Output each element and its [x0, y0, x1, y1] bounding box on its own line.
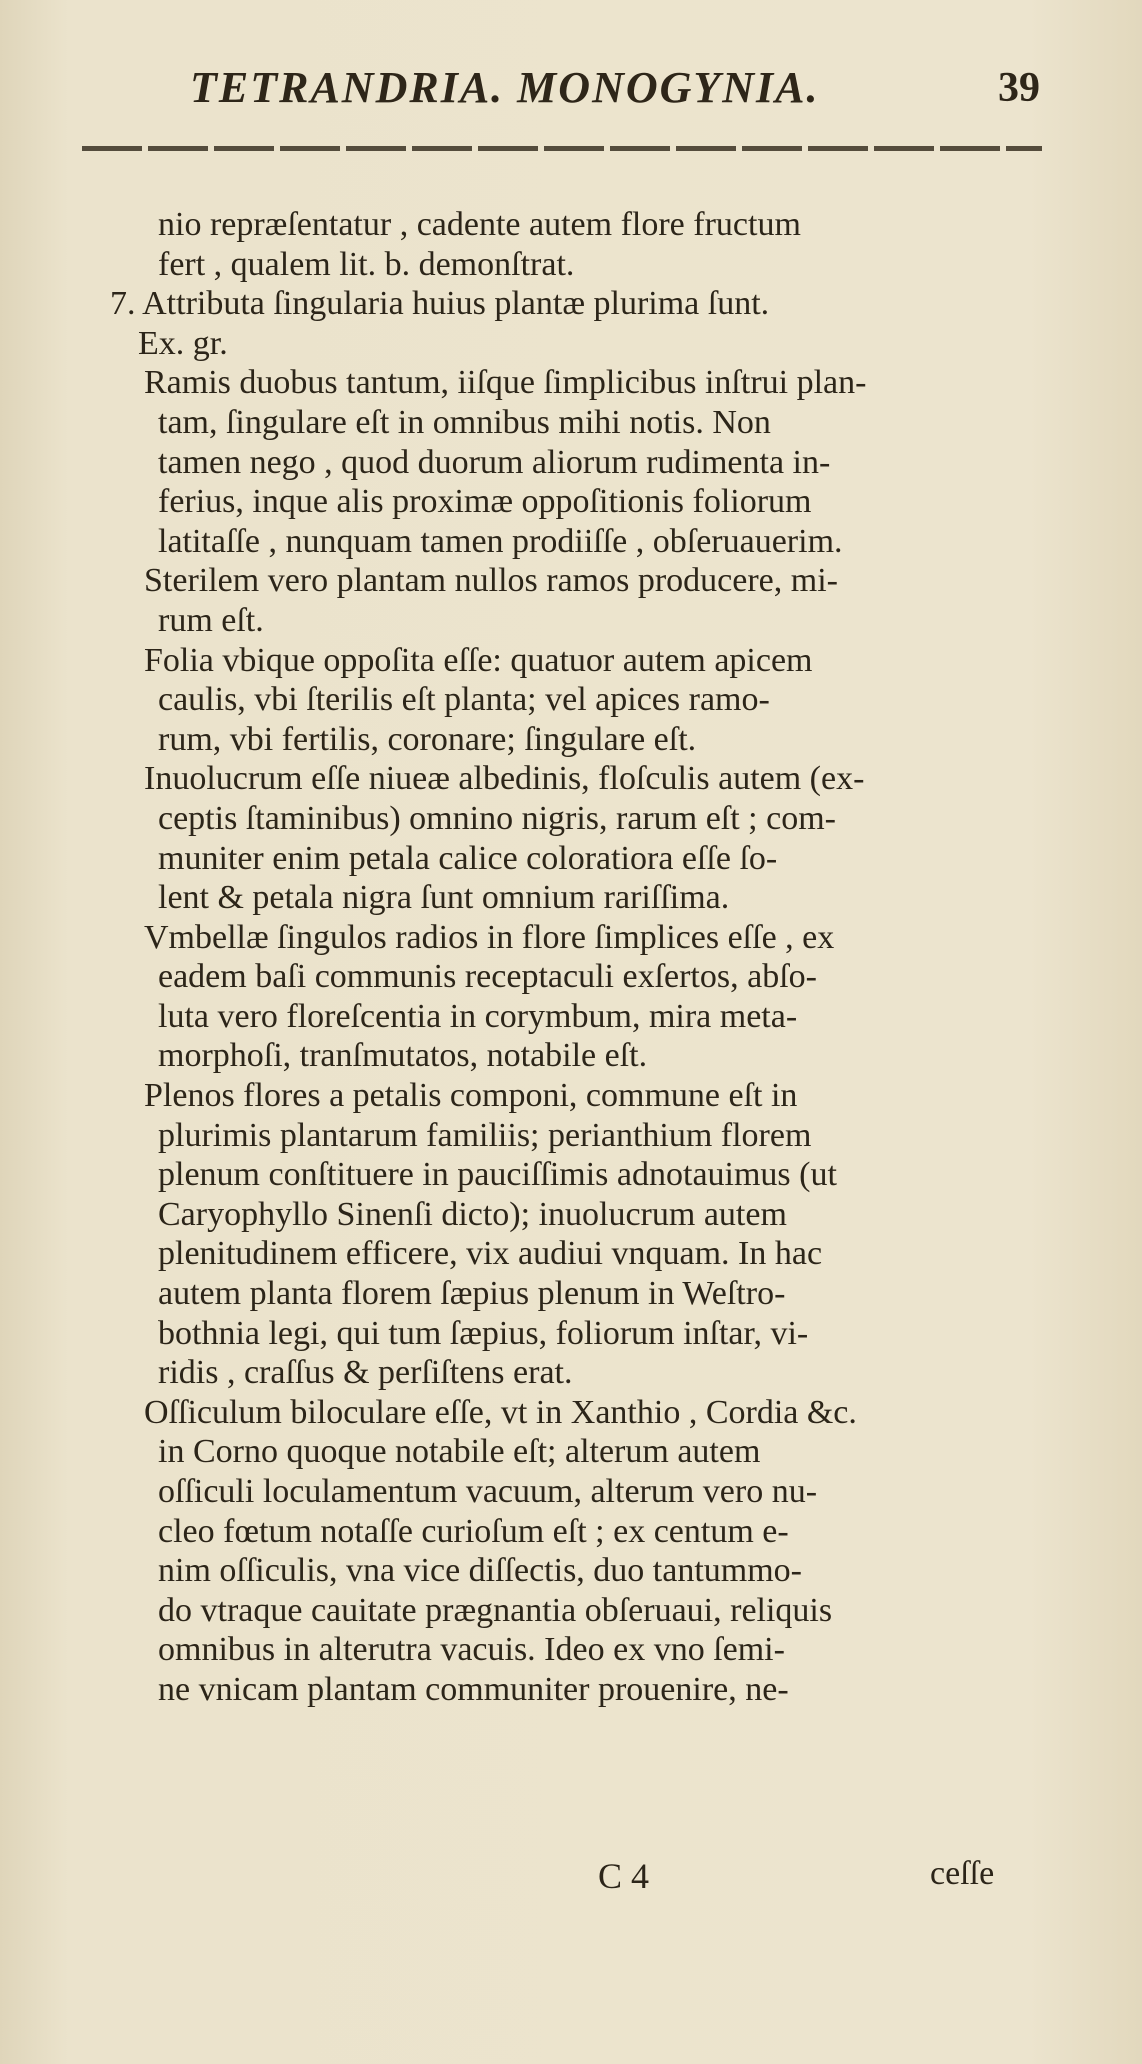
- running-header: [180, 62, 1060, 132]
- signature-mark: C 4: [598, 1856, 650, 1896]
- text-line: tamen nego , quod duorum aliorum rudimenta in-: [158, 443, 831, 481]
- text-line: Ramis duobus tantum, iiſque ſimplicibus inſtrui plan-: [144, 364, 867, 402]
- text-line: autem planta florem ſæpius plenum in Weſtro-: [158, 1275, 786, 1313]
- text-line: in Corno quoque notabile eſt; alterum autem: [158, 1433, 761, 1471]
- text-line: rum eſt.: [158, 601, 264, 639]
- text-line: Inuolucrum eſſe niueæ albedinis, floſculis autem (ex-: [144, 760, 865, 798]
- text-line: muniter enim petala calice coloratiora eſſe ſo-: [158, 839, 778, 877]
- text-line: latitaſſe , nunquam tamen prodiiſſe , obſeruauerim.: [158, 522, 843, 560]
- text-line: fert , qualem lit. b. demonſtrat.: [158, 245, 575, 283]
- text-line: Caryophyllo Sinenſi dicto); inuolucrum autem: [158, 1195, 787, 1233]
- header-title: TETRANDRIA. MONOGYNIA.: [190, 63, 820, 112]
- text-line: plurimis plantarum familiis; perianthium florem: [158, 1116, 812, 1154]
- text-line: ceptis ſtaminibus) omnino nigris, rarum eſt ; com-: [158, 799, 836, 837]
- page-number: 39: [998, 65, 1040, 111]
- text-line: ridis , craſſus & perſiſtens erat.: [158, 1354, 573, 1392]
- text-line: cleo fœtum notaſſe curioſum eſt ; ex centum e-: [158, 1512, 789, 1550]
- text-line: omnibus in alterutra vacuis. Ideo ex vno ſemi-: [158, 1631, 785, 1669]
- text-line: oſſiculi loculamentum vacuum, alterum vero nu-: [158, 1473, 818, 1510]
- text-line: caulis, vbi ſterilis eſt planta; vel apices ramo-: [158, 681, 770, 719]
- page-footer: [0, 1855, 1142, 1895]
- text-line: nio repræſentatur , cadente autem flore fructum: [158, 206, 801, 243]
- text-line: Vmbellæ ſingulos radios in flore ſimplices eſſe , ex: [144, 918, 835, 956]
- text-line: bothnia legi, qui tum ſæpius, foliorum inſtar, vi-: [158, 1314, 809, 1352]
- text-line: luta vero floreſcentia in corymbum, mira meta-: [158, 997, 798, 1035]
- text-line: rum, vbi fertilis, coronare; ſingulare eſt.: [158, 720, 697, 758]
- text-line: plenum conſtituere in pauciſſimis adnotauimus (ut: [158, 1156, 837, 1194]
- header-rule: [82, 146, 1042, 151]
- text-line: plenitudinem efficere, vix audiui vnquam. In hac: [158, 1235, 823, 1273]
- body-text: [110, 205, 1060, 1710]
- text-line: Ex. gr.: [138, 324, 228, 362]
- text-line: eadem baſi communis receptaculi exſertos, abſo-: [158, 958, 817, 996]
- text-line: tam, ſingulare eſt in omnibus mihi notis. Non: [158, 403, 771, 441]
- text-line: morphoſi, tranſmutatos, notabile eſt.: [158, 1037, 648, 1075]
- text-line: Sterilem vero plantam nullos ramos producere, mi-: [144, 562, 838, 600]
- text-line: lent & petala nigra ſunt omnium rariſſima.: [158, 879, 730, 917]
- text-line: ferius, inque alis proximæ oppoſitionis foliorum: [158, 483, 812, 521]
- text-line: nim oſſiculis, vna vice diſſectis, duo tantummo-: [158, 1552, 803, 1590]
- text-line: Folia vbique oppoſita eſſe: quatuor autem apicem: [144, 641, 813, 679]
- catchword: ceſſe: [930, 1855, 995, 1892]
- text-line: Plenos flores a petalis componi, commune eſt in: [144, 1077, 798, 1115]
- text-line: do vtraque cauitate prægnantia obſeruaui, reliquis: [158, 1591, 833, 1629]
- text-line: 7. Attributa ſingularia huius plantæ plurima ſunt.: [110, 285, 770, 323]
- text-line: ne vnicam plantam communiter prouenire, ne-: [158, 1670, 789, 1708]
- text-line: Oſſiculum biloculare eſſe, vt in Xanthio , Cordia &c.: [144, 1393, 857, 1431]
